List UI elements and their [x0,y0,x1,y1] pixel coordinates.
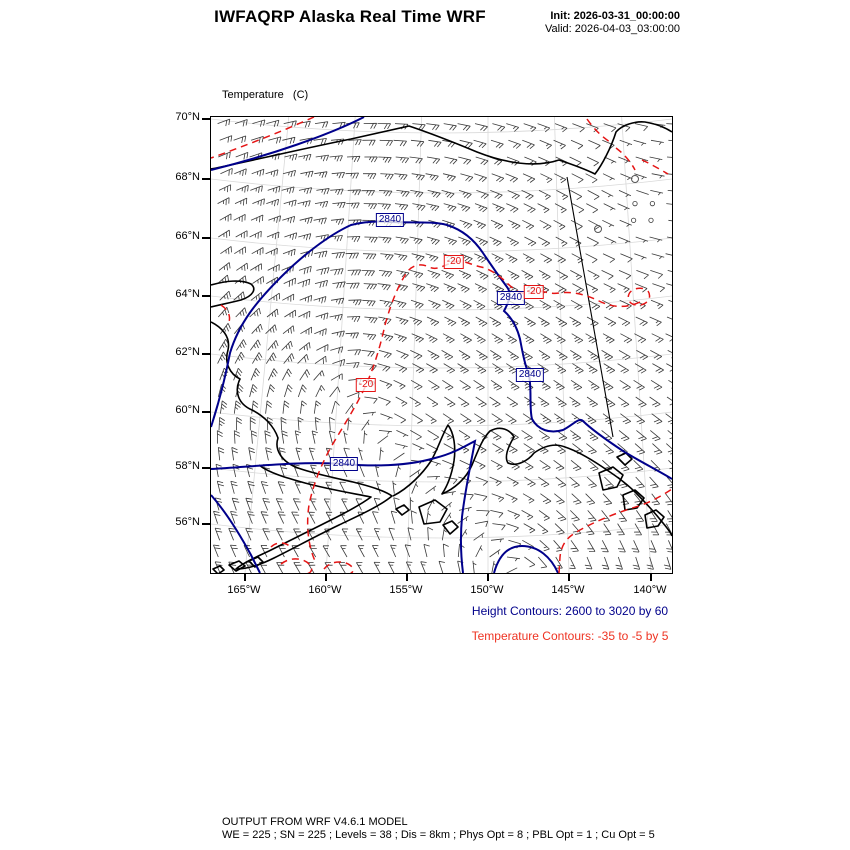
lon-tick [406,573,408,581]
lon-tick [568,573,570,581]
lat-axis-label: 66°N [175,230,200,242]
temp-contour-value: -20 [356,378,376,392]
temp-contour-value: -20 [524,285,544,299]
coastline [211,122,672,174]
legend-temperature: Temperature (C) [222,89,309,101]
alaska-canada-border [567,177,613,437]
map-plot-area [210,116,673,574]
coastline [211,281,254,307]
lat-tick [202,295,210,297]
lat-axis-label: 64°N [175,288,200,300]
coastline [443,521,458,534]
height-contour-value: 2840 [330,457,358,471]
temperature-contour [587,119,610,142]
lat-tick [202,178,210,180]
lon-axis-label: 160°W [308,584,342,596]
footer-model-line: OUTPUT FROM WRF V4.6.1 MODEL [222,816,408,828]
lat-axis-label: 68°N [175,171,200,183]
lon-axis-label: 140°W [633,584,667,596]
lon-axis-label: 150°W [470,584,504,596]
lat-tick [202,353,210,355]
height-contour-value: 2840 [497,291,525,305]
valid-time: Valid: 2026-04-03_03:00:00 [545,23,680,35]
lat-tick [202,411,210,413]
lon-tick [650,573,652,581]
lon-tick [325,573,327,581]
lat-tick [202,118,210,120]
lon-axis-label: 165°W [227,584,261,596]
lat-axis-label: 62°N [175,346,200,358]
lon-tick [487,573,489,581]
lat-tick [202,467,210,469]
height-contour-value: 2840 [516,368,544,382]
lon-tick [244,573,246,581]
lat-tick [202,523,210,525]
temperature-contour [616,148,635,170]
lat-axis-label: 58°N [175,460,200,472]
lon-axis-label: 145°W [551,584,585,596]
plot-title: IWFAQRP Alaska Real Time WRF [214,7,486,26]
lat-axis-label: 70°N [175,111,200,123]
weather-map-canvas [211,117,672,573]
coastline [396,505,409,515]
run-times [545,10,680,36]
lon-axis-label: 155°W [389,584,423,596]
init-time: Init: 2026-03-31_00:00:00 [550,10,680,22]
temp-contour-caption: Temperature Contours: -35 to -5 by 5 [471,629,669,643]
calm-wind-circle [632,176,639,183]
height-contour [494,546,558,573]
height-contour-caption: Height Contours: 2600 to 3020 by 60 [471,604,669,618]
temperature-contour [281,559,312,573]
temperature-contour [642,160,668,174]
lat-axis-label: 56°N [175,516,200,528]
coastline [419,500,447,524]
height-contour-value: 2840 [376,213,404,227]
footer-config-line: WE = 225 ; SN = 225 ; Levels = 38 ; Dis = 8km ; Phys Opt = 8 ; PBL Opt = 1 ; Cu Opt = 5 [222,829,655,841]
temperature-contour [221,305,230,322]
coastline [393,425,672,536]
lat-tick [202,237,210,239]
lat-axis-label: 60°N [175,404,200,416]
temp-contour-value: -20 [444,255,464,269]
